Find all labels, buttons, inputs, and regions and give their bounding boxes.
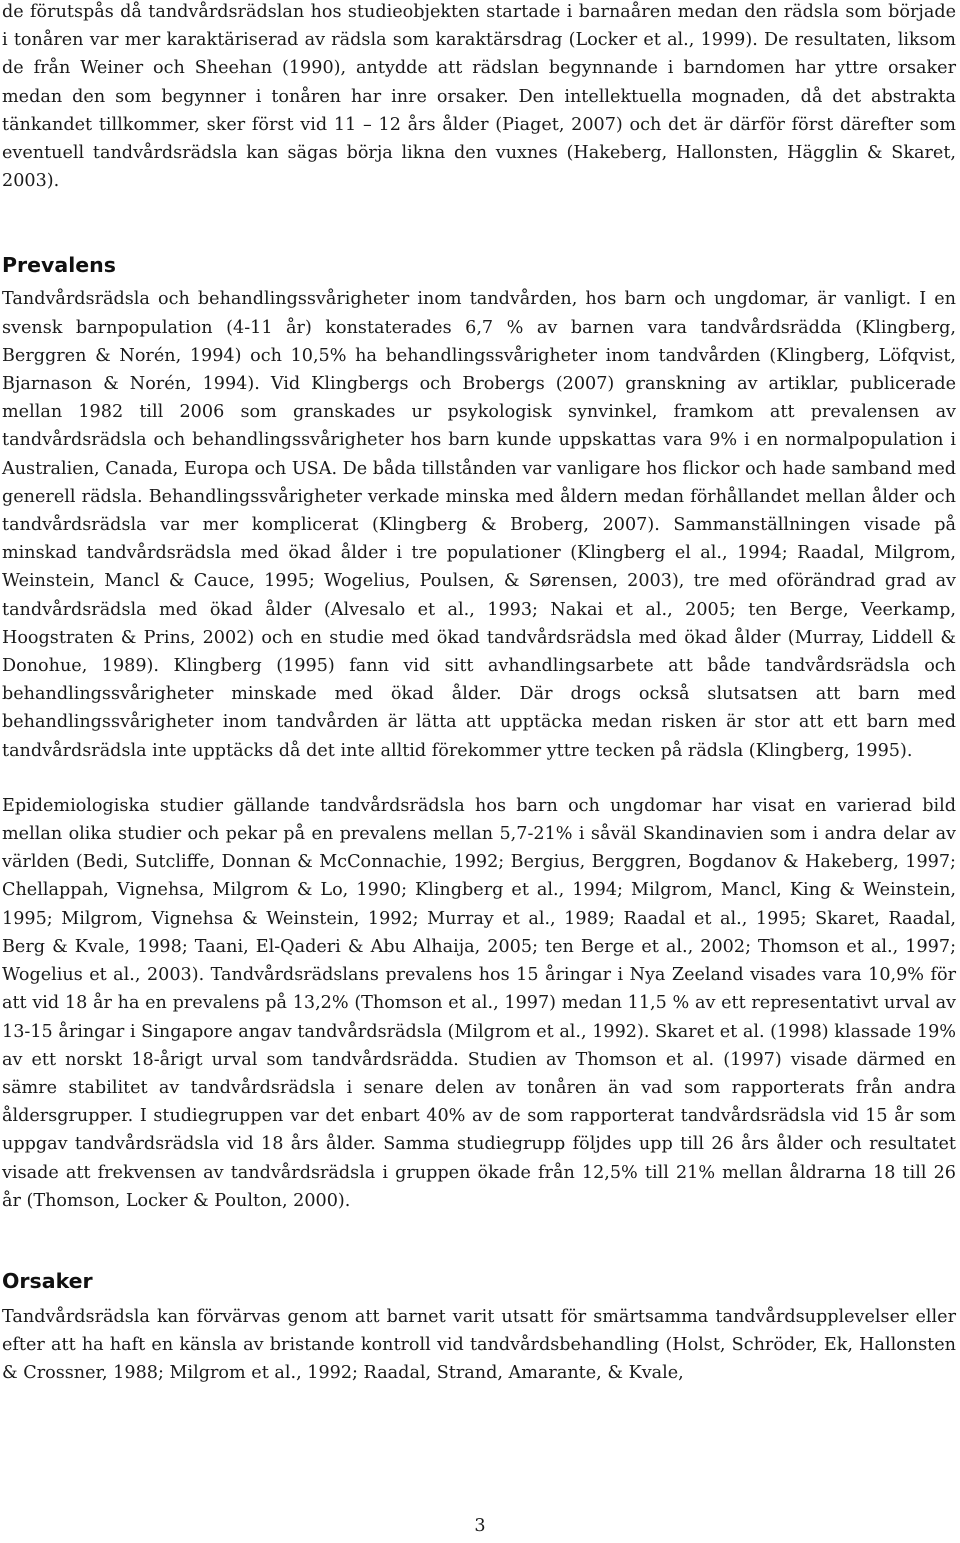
section-heading-orsaker: Orsaker xyxy=(2,1268,93,1293)
intro-paragraph: de förutspås då tandvårdsrädslan hos studieobjekten startade i barnaåren medan den rädsla som började i tonåren var mer karaktäriserad av rädsla som karaktärsdrag (Locker et al., 1999). De resultaten, liksom de från Weiner och Sheehan (1990), antydde att rädslan begynnande i barndomen har yttre orsaker medan den som begynner i tonåren har inre orsaker. Den intellektuella mognaden, då det abstrakta tänkandet tillkommer, sker först vid 11 – 12 års ålder (Piaget, 2007) och det är därför först därefter som eventuell tandvårdsrädsla kan sägas börja likna den vuxnes (Hakeberg, Hallonsten, Hägglin & Skaret, 2003). xyxy=(2,2,956,192)
prevalens-paragraph-1: Tandvårdsrädsla och behandlingssvårigheter inom tandvården, hos barn och ungdomar, är vanligt. I en svensk barnpopulation (4-11 år) konstaterades 6,7 % av barnen vara tandvårdsrädda (Klingberg, Berggren & Norén, 1994) och 10,5% ha behandlingssvårigheter inom tandvården (Klingberg, Löfqvist, Bjarnason & Norén, 1994). Vid Klingbergs och Brobergs (2007) granskning av artiklar, publicerade mellan 1982 till 2006 som granskades ur psykologisk synvinkel, framkom att prevalensen av tandvårdsrädsla och behandlingssvårigheter hos barn kunde uppskattas vara 9% i en normalpopulation i Australien, Canada, Europa och USA. De båda tillstånden var vanligare hos flickor och hade samband med generell rädsla. Behandlingssvårigheter verkade minska med åldern medan förhållandet mellan ålder och tandvårdsrädsla var mer komplicerat (Klingberg & Broberg, 2007). Sammanställningen visade på minskad tandvårdsrädsla med ökad ålder i tre populationer (Klingberg el al., 1994; Raadal, Milgrom, Weinstein, Mancl & Cauce, 1995; Wogelius, Poulsen, & Sørensen, 2003), tre med oförändrad grad av tandvårdsrädsla med ökad ålder (Alvesalo et al., 1993; Nakai et al., 2005; ten Berge, Veerkamp, Hoogstraten & Prins, 2002) och en studie med ökad tandvårdsrädsla med ökad ålder (Murray, Liddell & Donohue, 1989). Klingberg (1995) fann vid sitt avhandlingsarbete att både tandvårdsrädsla och behandlingssvårigheter minskade med ökad ålder. Där drogs också slutsatsen att barn med behandlingssvårigheter inom tandvården är lätta att upptäcka medan risken är stor att ett barn med tandvårdsrädsla inte upptäcks då det inte alltid förekommer yttre tecken på rädsla (Klingberg, 1995). xyxy=(2,289,956,761)
page-number: 3 xyxy=(474,1516,486,1536)
section-heading-prevalens: Prevalens xyxy=(2,253,116,278)
orsaker-paragraph: Tandvårdsrädsla kan förvärvas genom att barnet varit utsatt för smärtsamma tandvårdsupplevelser eller efter att ha haft en känsla av bristande kontroll vid tandvårdsbehandling (Holst, Schröder, Ek, Hallonsten & Crossner, 1988; Milgrom et al., 1992; Raadal, Strand, Amarante, & Kvale, xyxy=(2,1306,956,1384)
prevalens-paragraph-2: Epidemiologiska studier gällande tandvårdsrädsla hos barn och ungdomar har visat en varierad bild mellan olika studier och pekar på en prevalens mellan 5,7-21% i såväl Skandinavien som i andra delar av världen (Bedi, Sutcliffe, Donnan & McConnachie, 1992; Bergius, Berggren, Bogdanov & Hakeberg, 1997; Chellappah, Vignehsa, Milgrom & Lo, 1990; Klingberg et al., 1994; Milgrom, Mancl, King & Weinstein, 1995; Milgrom, Vignehsa & Weinstein, 1992; Murray et al., 1989; Raadal et al., 1995; Skaret, Raadal, Berg & Kvale, 1998; Taani, El-Qaderi & Abu Alhaija, 2005; ten Berge et al., 2002; Thomson et al., 1997; Wogelius et al., 2003). Tandvårdsrädslans prevalens hos 15 åringar i Nya Zeeland visades vara 10,9% för att vid 18 år ha en prevalens på 13,2% (Thomson et al., 1997) medan 11,5 % av ett representativt urval av 13-15 åringar i Singapore angav tandvårdsrädsla (Milgrom et al., 1992). Skaret et al. (1998) klassade 19% av ett norskt 18-årigt urval som tandvårdsrädda. Studien av Thomson et al. (1997) visade därmed en sämre stabilitet av tandvårdsrädsla i senare delen av tonåren än vad som rapporterats från andra åldersgrupper. I studiegruppen var det enbart 40% av de som rapporterat tandvårdsrädsla vid 15 år som uppgav tandvårdsrädsla vid 18 års ålder. Samma studiegrupp följdes upp till 26 års ålder och resultatet visade att frekvensen av tandvårdsrädsla i gruppen ökade från 12,5% till 21% mellan åldrarna 18 till 26 år (Thomson, Locker & Poulton, 2000). xyxy=(2,795,956,1211)
paragraph-spacer xyxy=(2,765,956,792)
